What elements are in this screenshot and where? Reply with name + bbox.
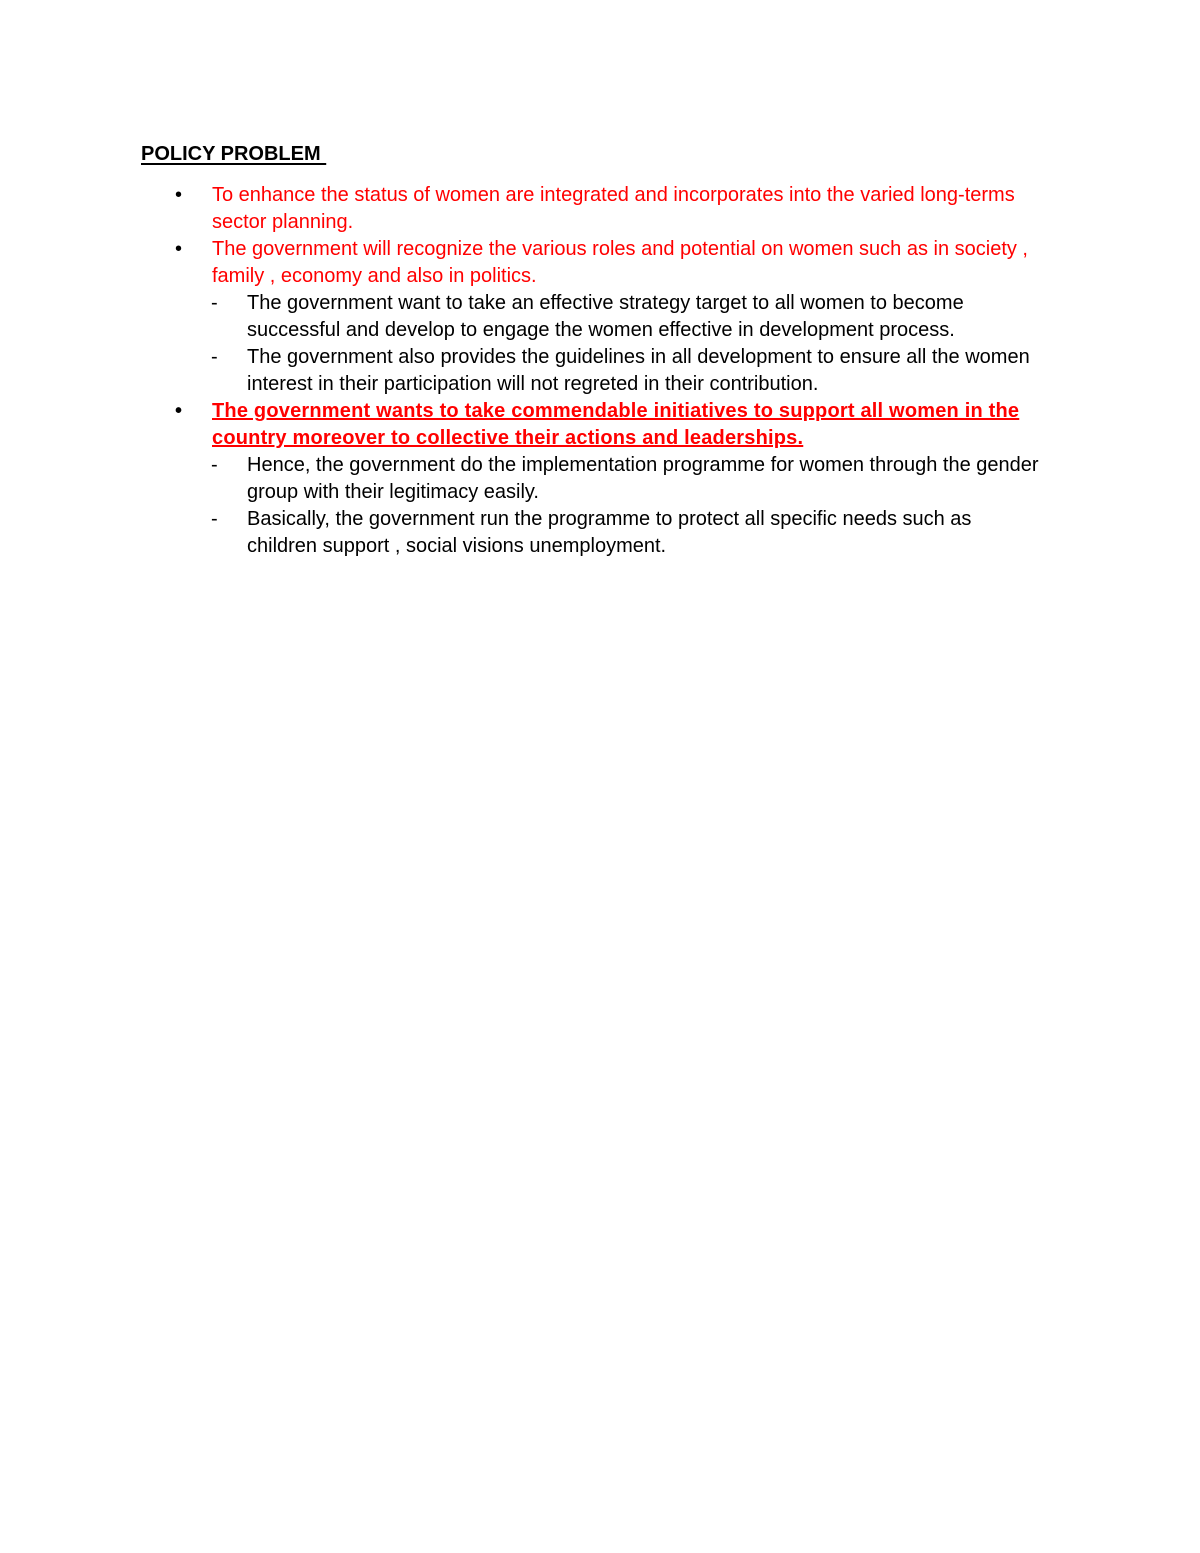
dash-marker: -	[211, 292, 218, 314]
dash-marker: -	[211, 454, 218, 476]
sub-item-text: The government also provides the guidelines in all development to ensure all the women interest in their participation will not regreted in their contribution.	[247, 346, 1030, 395]
dash-marker: -	[211, 346, 218, 368]
dash-marker: -	[211, 508, 218, 530]
list-item-text: The government wants to take commendable initiatives to support all women in the country moreover to collective their actions and leaderships.	[212, 400, 1020, 449]
sub-item-text: Hence, the government do the implementation programme for women through the gender group with their legitimacy easily.	[247, 454, 1039, 503]
list-item-1	[0, 182, 1042, 236]
list-item-text: The government will recognize the various roles and potential on women such as in society , family , economy and also in politics.	[212, 238, 1028, 287]
sub-item-2-2	[0, 344, 1042, 398]
list-item-text: To enhance the status of women are integrated and incorporates into the varied long-terms sector planning.	[212, 184, 1015, 233]
sub-item-3-1	[0, 452, 1042, 506]
sub-item-text: The government want to take an effective strategy target to all women to become successful and develop to engage the women effective in development process.	[247, 292, 964, 341]
bullet-list	[0, 182, 1200, 560]
sub-item-2-1	[0, 290, 1042, 344]
page-heading: POLICY PROBLEM	[141, 143, 327, 165]
list-item-3	[0, 398, 1042, 452]
sub-item-text: Basically, the government run the programme to protect all specific needs such as children support , social visions unemployment.	[247, 508, 972, 557]
bullet-icon: •	[175, 400, 183, 422]
list-item-2	[0, 236, 1042, 290]
bullet-icon: •	[175, 238, 183, 260]
bullet-icon: •	[175, 184, 183, 206]
sub-item-3-2	[0, 506, 1042, 560]
